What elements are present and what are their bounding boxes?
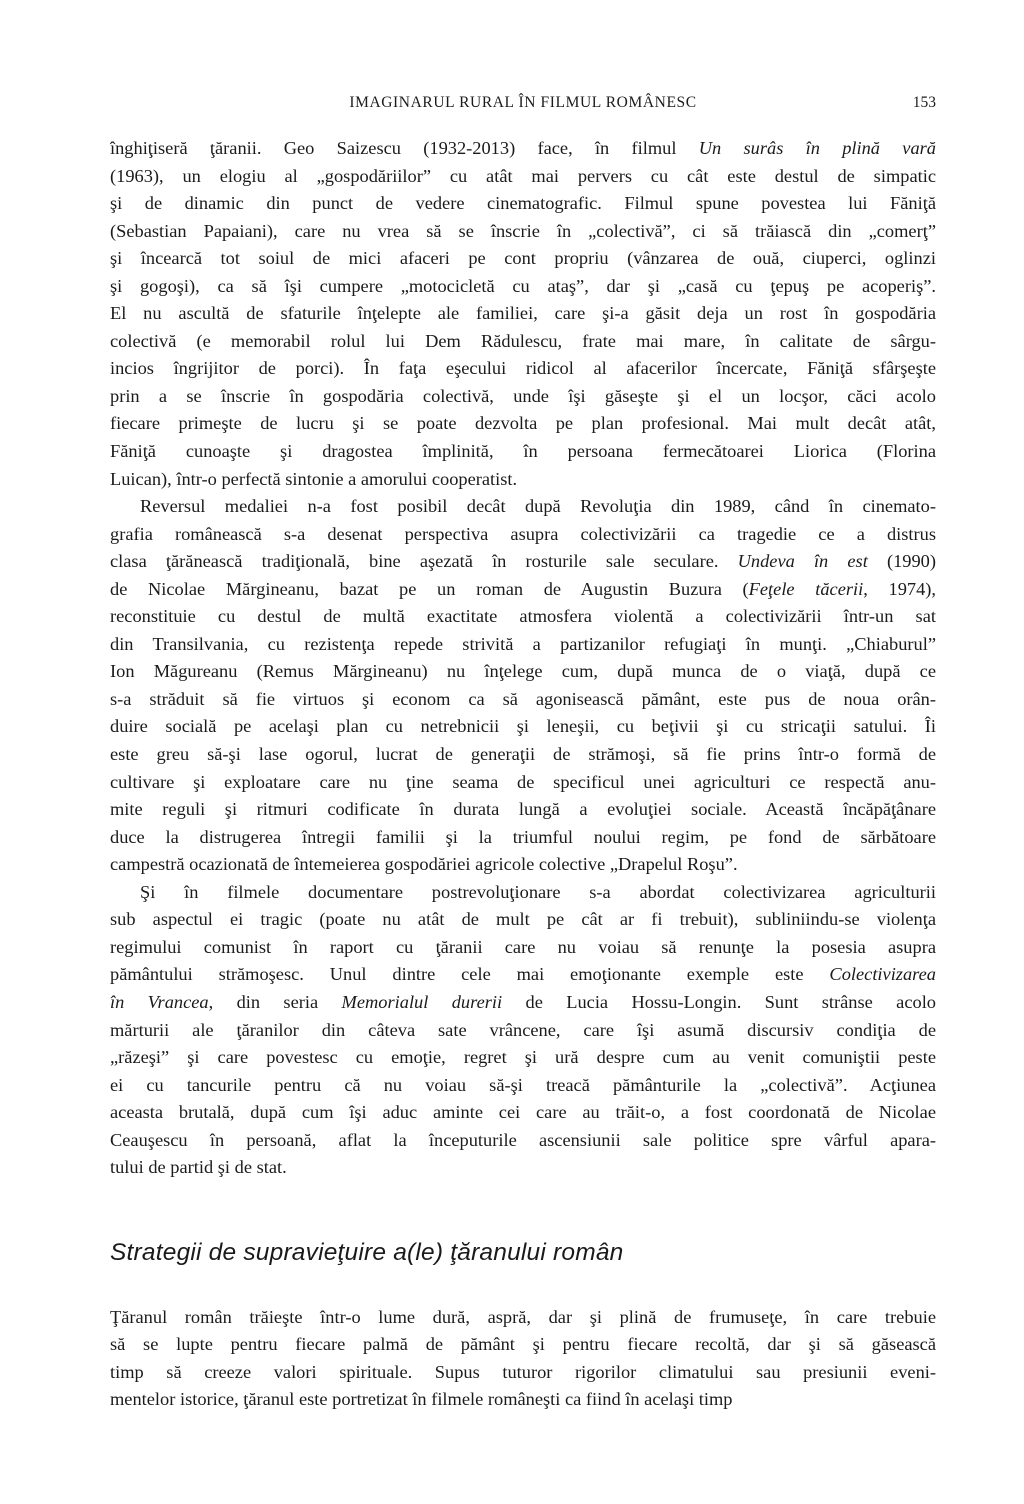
text-line: sub aspectul ei tragic (poate nu atât de mult pe cât ar fi trebuit), subliniindu-se violenţa	[110, 909, 936, 930]
text-line: din Transilvania, cu rezistenţa repede strivită a partizanilor refugiaţi în munţi. „Chiaburul”	[110, 633, 936, 654]
paragraph	[110, 879, 936, 1182]
text-line: „răzeşi” şi care povestesc cu emoţie, regret şi ură despre cum au venit comuniştii peste	[110, 1047, 936, 1068]
text-line: şi încearcă tot soiul de mici afaceri pe cont propriu (vânzarea de ouă, ciuperci, oglinzi	[110, 248, 936, 269]
text-line: (1963), un elogiu al „gospodăriilor” cu atât mai pervers cu cât este destul de simpatic	[110, 165, 936, 186]
text-line: şi de dinamic din punct de vedere cinematografic. Filmul spune povestea lui Făniţă	[110, 193, 936, 214]
body-text	[110, 135, 936, 1414]
text-line: pământului strămoşesc. Unul dintre cele mai emoţionante exemple este Colectivizarea	[110, 964, 936, 985]
running-header	[110, 94, 936, 112]
text-line: cultivare şi exploatare care nu ţine seama de specificul unei agriculturi ce respectă anu-	[110, 771, 936, 792]
paragraph	[110, 135, 936, 493]
paragraph	[110, 493, 936, 879]
text-line: şi gogoşi), ca să îşi cumpere „motocicletă cu ataş”, dar şi „casă cu ţepuş pe acoperiş”.	[110, 275, 936, 296]
text-line: în Vrancea, din seria Memorialul durerii de Lucia Hossu-Longin. Sunt strânse acolo	[110, 991, 936, 1012]
text-line: timp să creeze valori spirituale. Supus tuturor rigorilor climatului sau presiunii eveni-	[110, 1361, 936, 1382]
page-number: 153	[912, 94, 936, 111]
text-line: El nu ascultă de sfaturile înţelepte ale familiei, care şi-a găsit deja un rost în gospodăria	[110, 303, 936, 324]
text-line: Făniţă cunoaşte şi dragostea împlinită, în persoana fermecătoarei Liorica (Florina	[110, 441, 936, 462]
text-line: s-a străduit să fie virtuos şi econom ca să agonisească pământ, este pus de noua orân-	[110, 688, 936, 709]
text-line: incios îngrijitor de porci). În faţa eşecului ridicol al afacerilor încercate, Făniţă sfârşeşte	[110, 358, 936, 379]
section-heading: Strategii de supravieţuire a(le) ţăranului român	[110, 1238, 624, 1266]
italic-film-title: Un surâs în plină vară	[698, 138, 936, 158]
text-line: să se lupte pentru fiecare palmă de pământ şi pentru fiecare recoltă, dar şi să găsească	[110, 1334, 936, 1355]
text-line: Şi în filmele documentare postrevoluţionare s-a abordat colectivizarea agriculturii	[140, 881, 936, 902]
italic-film-title: Colectivizarea	[829, 964, 936, 985]
text-line: mite reguli şi ritmuri codificate în durata lungă a evoluţiei sociale. Această încăpăţânare	[110, 799, 936, 820]
text-line: clasa ţărănească tradiţională, bine aşezată în rosturile sale seculare. Undeva în est (1990)	[110, 551, 936, 572]
text-line: duire socială pe acelaşi plan cu netrebnicii şi leneşii, cu beţivii şi cu stricaţii satului. Îi	[110, 716, 936, 737]
text-line: mărturii ale ţăranilor din câteva sate vrâncene, care îşi asumă discursiv condiţia de	[110, 1019, 936, 1040]
paragraph	[110, 1304, 936, 1414]
text-line: înghiţiseră ţăranii. Geo Saizescu (1932-2013) face, în filmul Un surâs în plină vară	[110, 138, 936, 158]
text-line: tului de partid şi de stat.	[110, 1157, 287, 1178]
text-line: Ţăranul român trăieşte într-o lume dură, aspră, dar şi plină de frumuseţe, în care trebuie	[110, 1306, 936, 1327]
text-line: mentelor istorice, ţăranul este portretizat în filmele româneşti ca fiind în acelaşi timp	[110, 1389, 733, 1410]
text-line: aceasta brutală, după cum îşi aduc aminte cei care au trăit-o, a fost coordonată de Nicolae	[110, 1102, 936, 1123]
text-line: este greu să-şi lase ogorul, lucrat de generaţii de strămoşi, să fie prins într-o formă de	[110, 744, 936, 765]
italic-film-title: Undeva în est	[737, 551, 868, 572]
text-line: (Sebastian Papaiani), care nu vrea să se înscrie în „colectivă”, ci să trăiască din „comerţ”	[110, 220, 936, 241]
text-line: colectivă (e memorabil rolul lui Dem Rădulescu, frate mai mare, în calitate de sârgu-	[110, 330, 936, 351]
text-line: reconstituie cu destul de multă exactitate atmosfera violentă a colectivizării într-un sat	[110, 606, 936, 627]
text-line: Luican), într-o perfectă sintonie a amorului cooperatist.	[110, 468, 518, 489]
text-line: duce la distrugerea întregii familii şi la triumful noului regim, pe fond de sărbătoare	[110, 826, 936, 847]
text-line: Reversul medaliei n-a fost posibil decât după Revoluţia din 1989, când în cinemato-	[140, 496, 936, 517]
text-line: de Nicolae Mărgineanu, bazat pe un roman de Augustin Buzura (Feţele tăcerii, 1974),	[110, 578, 936, 599]
italic-film-title: în Vrancea	[110, 991, 209, 1012]
text-line: ei cu tancurile pentru că nu voiau să-şi treacă pământurile la „colectivă”. Acţiunea	[110, 1074, 936, 1095]
text-line: campestră ocazionată de întemeierea gospodăriei agricole colective „Drapelul Roşu”.	[110, 854, 738, 875]
text-line: Ion Măgureanu (Remus Mărgineanu) nu înţelege cum, după munca de o viaţă, după ce	[110, 661, 936, 682]
text-line: grafia românească s-a desenat perspectiva asupra colectivizării ca tragedie ce a distrus	[110, 523, 936, 544]
running-title: IMAGINARUL RURAL ÎN FILMUL ROMÂNESC	[349, 94, 697, 111]
italic-film-title: Feţele tăcerii	[748, 578, 864, 599]
text-line: fiecare primeşte de lucru şi se poate dezvolta pe plan profesional. Mai mult decât atât,	[110, 413, 936, 434]
text-line: Ceauşescu în persoană, aflat la începuturile ascensiunii sale politice spre vârful apara-	[110, 1129, 936, 1150]
text-line: prin a se înscrie în gospodăria colectivă, unde îşi găseşte şi el un locşor, căci acolo	[110, 385, 936, 406]
italic-film-title: Memorialul durerii	[341, 991, 503, 1012]
text-line: regimului comunist în raport cu ţăranii care nu voiau să renunţe la posesia asupra	[110, 936, 936, 957]
